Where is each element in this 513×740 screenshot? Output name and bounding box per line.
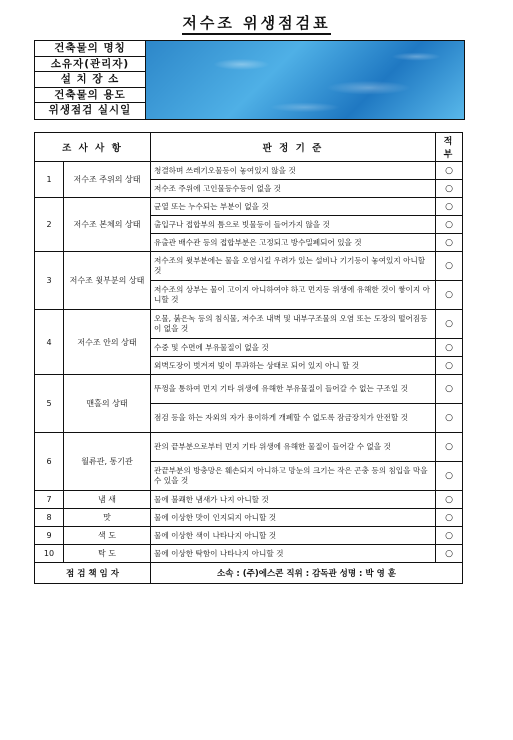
inspection-item: 저수조 윗부분의 상태 <box>64 252 151 310</box>
inspection-item: 냄 새 <box>64 491 151 509</box>
result-mark[interactable]: ○ <box>436 404 463 433</box>
result-mark[interactable]: ○ <box>436 357 463 375</box>
criteria-text: 점검 등을 하는 자외의 자가 용이하게 개폐할 수 없도록 잠금장치가 안전할 것 <box>151 404 436 433</box>
row-number: 8 <box>35 509 64 527</box>
result-mark[interactable]: ○ <box>436 180 463 198</box>
inspection-table <box>34 132 463 584</box>
info-label: 건축물의 용도 <box>35 88 145 104</box>
criteria-text: 물에 이상한 탁함이 나타나지 아니할 것 <box>151 545 436 563</box>
criteria-text: 오물, 붉은녹 등의 침식물, 저수조 내벽 및 내부구조물의 오염 또는 도장의 떨어짐등이 없을 것 <box>151 310 436 339</box>
table-row <box>35 162 463 180</box>
table-row <box>35 491 463 509</box>
header-criteria: 판 정 기 준 <box>151 133 436 162</box>
criteria-text: 균열 또는 누수되는 부분이 없을 것 <box>151 198 436 216</box>
result-mark[interactable]: ○ <box>436 509 463 527</box>
row-number: 1 <box>35 162 64 198</box>
criteria-text: 수중 및 수면에 부유물질이 없을 것 <box>151 339 436 357</box>
info-label: 소유자(관리자) <box>35 57 145 73</box>
table-row <box>35 252 463 281</box>
table-row <box>35 198 463 216</box>
result-mark[interactable]: ○ <box>436 545 463 563</box>
table-row <box>35 433 463 462</box>
result-mark[interactable]: ○ <box>436 252 463 281</box>
row-number: 2 <box>35 198 64 252</box>
result-mark[interactable]: ○ <box>436 375 463 404</box>
row-number: 10 <box>35 545 64 563</box>
result-mark[interactable]: ○ <box>436 234 463 252</box>
header-item: 조 사 사 항 <box>35 133 151 162</box>
criteria-text: 저수조의 윗부분에는 물을 오염시킬 우려가 있는 설비나 기기등이 놓여있지 아니할 것 <box>151 252 436 281</box>
inspection-item: 탁 도 <box>64 545 151 563</box>
criteria-text: 유출관 배수관 등의 접합부분은 고정되고 방수밀폐되어 있을 것 <box>151 234 436 252</box>
footer-value: 소속 : (주)에스콘 직위 : 감독관 성명 : 박 영 훈 <box>151 563 463 584</box>
row-number: 9 <box>35 527 64 545</box>
inspection-item: 색 도 <box>64 527 151 545</box>
row-number: 7 <box>35 491 64 509</box>
result-mark[interactable]: ○ <box>436 198 463 216</box>
table-row <box>35 509 463 527</box>
inspection-item: 맛 <box>64 509 151 527</box>
water-image <box>146 41 464 119</box>
inspection-item: 월류관, 통기관 <box>64 433 151 491</box>
criteria-text: 관끝부분의 방충망은 훼손되지 아니하고 망눈의 크기는 작은 곤충 등의 침입을 막을 수 있을 것 <box>151 462 436 491</box>
criteria-text: 물에 이상한 맛이 인지되지 아니할 것 <box>151 509 436 527</box>
criteria-text: 외벽도장이 벗겨져 빛이 투과하는 상태로 되어 있지 아니 할 것 <box>151 357 436 375</box>
result-mark[interactable]: ○ <box>436 527 463 545</box>
table-row <box>35 527 463 545</box>
table-row <box>35 545 463 563</box>
row-number: 5 <box>35 375 64 433</box>
result-mark[interactable]: ○ <box>436 339 463 357</box>
result-mark[interactable]: ○ <box>436 491 463 509</box>
criteria-text: 뚜껑을 통하여 먼지 기타 위생에 유해한 부유물질이 들어갈 수 없는 구조일 것 <box>151 375 436 404</box>
row-number: 4 <box>35 310 64 375</box>
table-row <box>35 310 463 339</box>
criteria-text: 저수조 주위에 고인물등수등이 없을 것 <box>151 180 436 198</box>
result-mark[interactable]: ○ <box>436 462 463 491</box>
building-info-box <box>34 40 465 120</box>
result-mark[interactable]: ○ <box>436 162 463 180</box>
inspection-item: 저수조 주위의 상태 <box>64 162 151 198</box>
criteria-text: 출입구나 접합부의 틈으로 빗물등이 들어가지 않을 것 <box>151 216 436 234</box>
result-mark[interactable]: ○ <box>436 281 463 310</box>
inspection-item: 맨홀의 상태 <box>64 375 151 433</box>
table-row <box>35 375 463 404</box>
header-result: 적부 <box>436 133 463 162</box>
inspection-item: 저수조 안의 상태 <box>64 310 151 375</box>
result-mark[interactable]: ○ <box>436 310 463 339</box>
info-label: 위생점검 실시일 <box>48 104 132 117</box>
result-mark[interactable]: ○ <box>436 216 463 234</box>
inspection-item: 저수조 본체의 상태 <box>64 198 151 252</box>
row-number: 6 <box>35 433 64 491</box>
criteria-text: 청결하며 쓰레기오물등이 놓여있지 않을 것 <box>151 162 436 180</box>
row-number: 3 <box>35 252 64 310</box>
info-label: 설 치 장 소 <box>35 72 145 88</box>
criteria-text: 물에 불쾌한 냄새가 나지 아니할 것 <box>151 491 436 509</box>
criteria-text: 물에 이상한 색이 나타나지 아니할 것 <box>151 527 436 545</box>
criteria-text: 저수조의 상부는 물이 고이지 아니하여야 하고 먼지등 위생에 유해한 것이 쌓이지 아니할 것 <box>151 281 436 310</box>
result-mark[interactable]: ○ <box>436 433 463 462</box>
criteria-text: 관의 끝부분으로부터 먼지 기타 위생에 유해한 물질이 들어갈 수 없을 것 <box>151 433 436 462</box>
info-label: 건축물의 명칭 <box>35 41 145 57</box>
page-title: 저수조 위생점검표 <box>0 12 513 33</box>
footer-label: 점 검 책 임 자 <box>35 563 151 584</box>
